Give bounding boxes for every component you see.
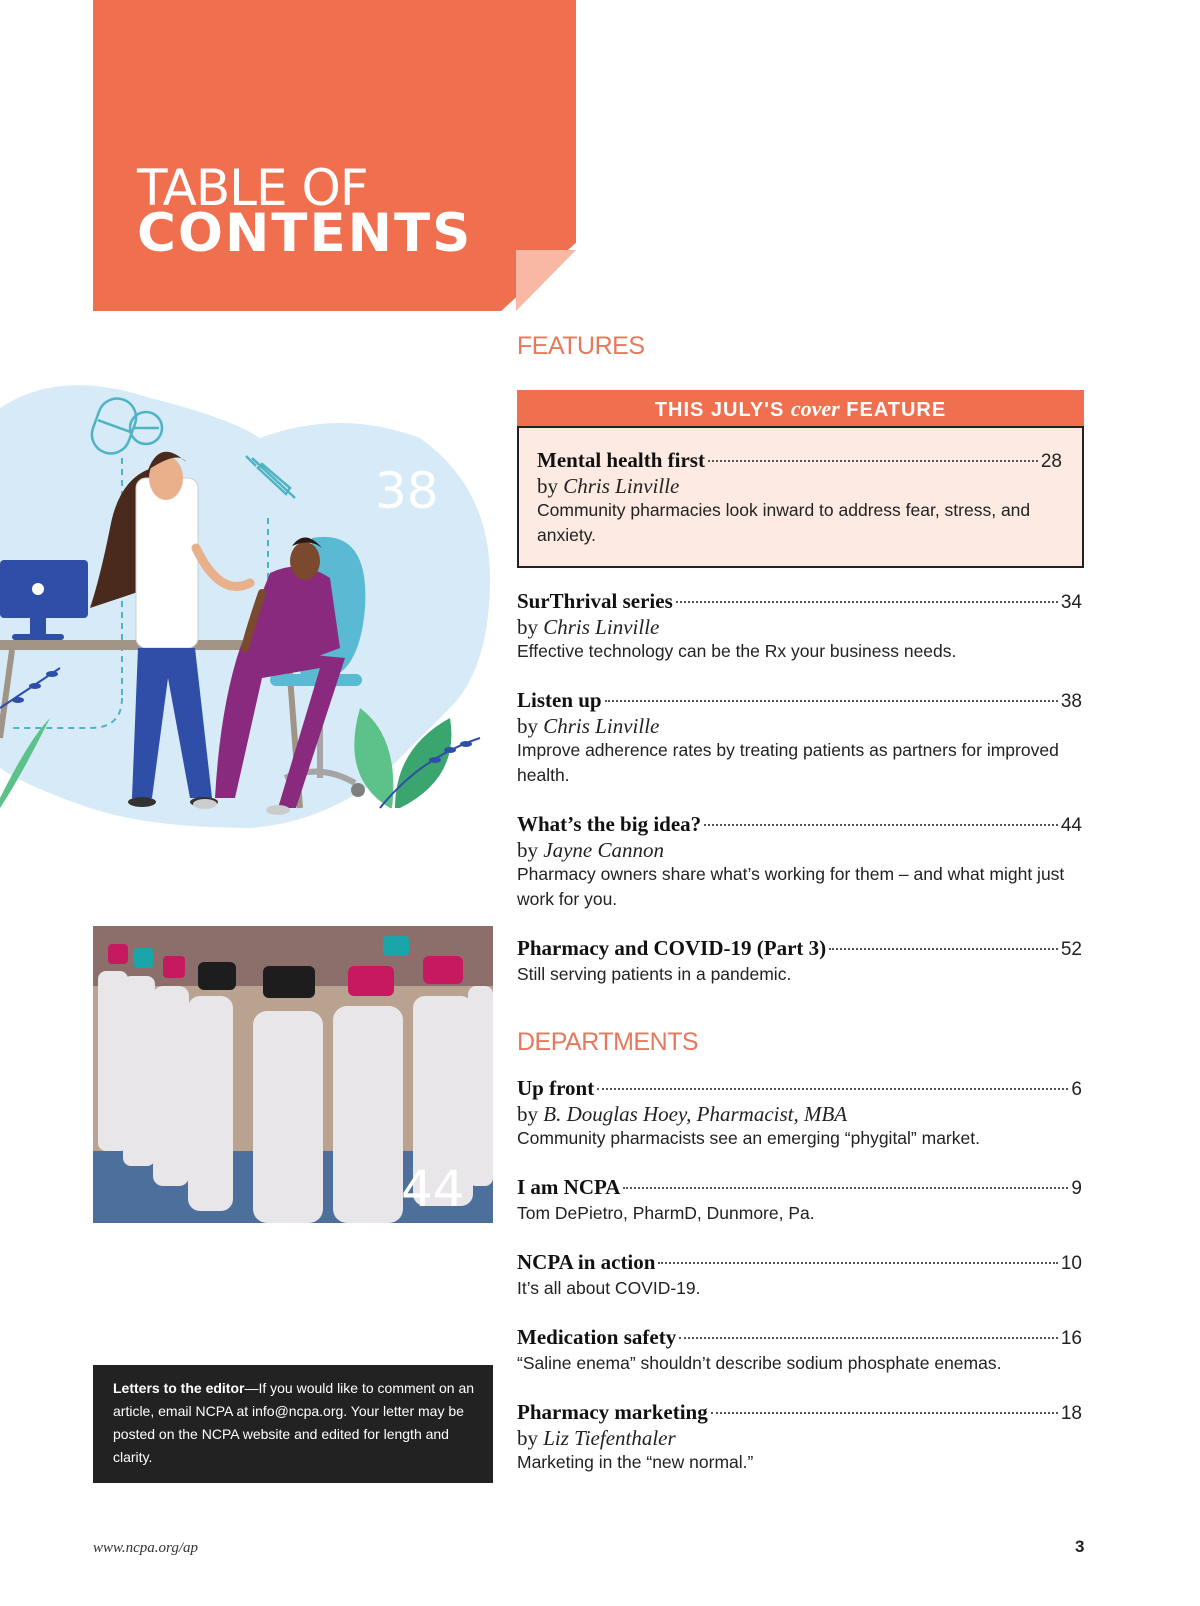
cover-banner-word: cover: [790, 396, 840, 421]
entry-author: Chris Linville: [543, 615, 660, 639]
toc-entry-surthrival[interactable]: [517, 589, 1082, 664]
entry-title: NCPA in action: [517, 1250, 656, 1274]
entry-page: 9: [1071, 1178, 1082, 1199]
toc-entry-cover[interactable]: [537, 448, 1062, 548]
dot-leader: [708, 460, 1038, 462]
spray-bottles-photo: [93, 926, 493, 1223]
toc-entry-covid[interactable]: [517, 936, 1082, 987]
entry-page: 18: [1060, 1403, 1082, 1424]
pharmacist-consultation-illustration: [0, 378, 500, 838]
entry-title: What’s the big idea?: [517, 812, 702, 836]
page-fold-corner: [516, 250, 576, 311]
entry-description: Still serving patients in a pandemic.: [517, 964, 792, 984]
letters-to-editor-box: [93, 1365, 493, 1483]
entry-byline: by B. Douglas Hoey, Pharmacist, MBA: [517, 1102, 848, 1126]
dot-leader: [597, 1088, 1068, 1090]
entry-page: 44: [1060, 815, 1082, 836]
dot-leader: [829, 948, 1058, 950]
entry-title: I am NCPA: [517, 1175, 621, 1199]
dot-leader: [658, 1262, 1057, 1264]
footer-page-number: 3: [1075, 1537, 1085, 1556]
entry-byline: by Jayne Cannon: [517, 838, 664, 862]
footer-url[interactable]: www.ncpa.org/ap: [93, 1540, 199, 1556]
entry-byline: by Chris Linville: [517, 714, 660, 738]
entry-description: Tom DePietro, PharmD, Dunmore, Pa.: [517, 1203, 815, 1223]
cover-feature-box: [517, 426, 1084, 568]
letters-body: —If you would like to comment on an article, email NCPA at info@ncpa.org. Your letter may be posted on the NCPA website and edited for length and clarity.: [113, 1380, 475, 1465]
entry-title: Listen up: [517, 688, 602, 712]
entry-byline: by Liz Tiefenthaler: [517, 1426, 676, 1450]
entry-description: Community pharmacists see an emerging “phygital” market.: [517, 1128, 980, 1148]
entry-description: Effective technology can be the Rx your business needs.: [517, 641, 957, 661]
toc-entry-up-front[interactable]: [517, 1076, 1082, 1151]
toc-entry-i-am-ncpa[interactable]: [517, 1175, 1082, 1226]
letters-lead: Letters to the editor: [113, 1380, 245, 1396]
toc-entry-listen-up[interactable]: [517, 688, 1082, 788]
entry-page: 34: [1060, 592, 1082, 613]
toc-entry-medication-safety[interactable]: [517, 1325, 1082, 1376]
photo-page-number: 44: [401, 1160, 465, 1218]
entry-page: 52: [1060, 939, 1082, 960]
entry-page: 6: [1071, 1079, 1082, 1100]
entry-title: Mental health first: [537, 448, 705, 472]
entry-description: Pharmacy owners share what’s working for them – and what might just work for you.: [517, 864, 1065, 909]
title-banner: [93, 0, 576, 311]
entry-page: 38: [1060, 691, 1082, 712]
entry-title: Pharmacy and COVID-19 (Part 3): [517, 936, 827, 960]
cover-feature-banner: [517, 390, 1084, 426]
departments-heading: DEPARTMENTS: [517, 1028, 699, 1056]
toc-entry-ncpa-in-action[interactable]: [517, 1250, 1082, 1301]
entry-author: Liz Tiefenthaler: [543, 1426, 676, 1450]
dot-leader: [704, 824, 1058, 826]
dot-leader: [711, 1412, 1058, 1414]
illustration-page-number: 38: [375, 462, 439, 520]
features-heading: FEATURES: [517, 332, 645, 360]
entry-author: Chris Linville: [543, 714, 660, 738]
toc-entry-pharmacy-marketing[interactable]: [517, 1400, 1082, 1475]
entry-author: B. Douglas Hoey, Pharmacist, MBA: [543, 1102, 848, 1126]
entry-author: Jayne Cannon: [543, 838, 664, 862]
entry-byline: by Chris Linville: [517, 615, 660, 639]
dot-leader: [605, 700, 1058, 702]
cover-banner-suffix: FEATURE: [839, 399, 947, 421]
entry-byline: by Chris Linville: [537, 474, 680, 498]
entry-description: Improve adherence rates by treating patients as partners for improved health.: [517, 740, 1059, 785]
page-title-line1: TABLE OF: [137, 159, 368, 217]
toc-entry-big-idea[interactable]: [517, 812, 1082, 912]
entry-description: Marketing in the “new normal.”: [517, 1452, 754, 1472]
entry-page: 10: [1060, 1253, 1082, 1274]
entry-page: 16: [1060, 1328, 1082, 1349]
dot-leader: [676, 601, 1058, 603]
entry-author: Chris Linville: [563, 474, 680, 498]
entry-title: SurThrival series: [517, 589, 673, 613]
page-title-line2: CONTENTS: [137, 203, 473, 264]
entry-description: Community pharmacies look inward to address fear, stress, and anxiety.: [537, 500, 1031, 545]
entry-description: “Saline enema” shouldn’t describe sodium phosphate enemas.: [517, 1353, 1002, 1373]
entry-description: It’s all about COVID-19.: [517, 1278, 701, 1298]
cover-banner-prefix: THIS JULY'S: [654, 399, 791, 421]
dot-leader: [679, 1337, 1058, 1339]
dot-leader: [623, 1187, 1068, 1189]
entry-title: Medication safety: [517, 1325, 677, 1349]
entry-page: 28: [1040, 451, 1062, 472]
entry-title: Pharmacy marketing: [517, 1400, 708, 1424]
entry-title: Up front: [517, 1076, 595, 1100]
